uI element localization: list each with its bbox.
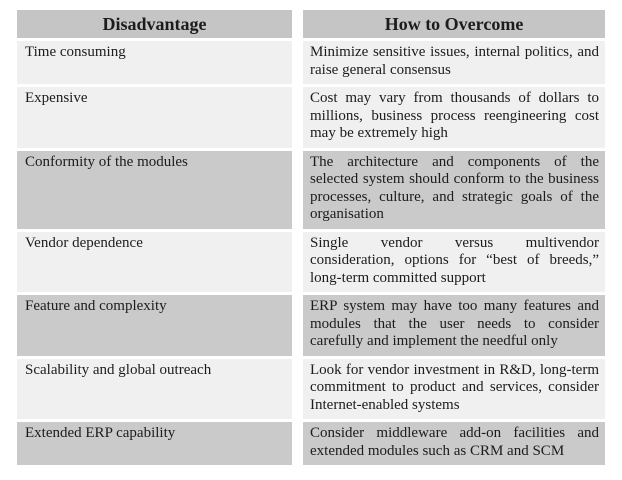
overcome-cell: ERP system may have too many features and modules that the user needs to consider carefully and implement the needful only bbox=[303, 295, 605, 356]
disadvantage-cell: Conformity of the modules bbox=[17, 151, 292, 229]
disadvantage-cell: Extended ERP capability bbox=[17, 422, 292, 465]
overcome-cell: Cost may vary from thousands of dollars to millions, business process reengineering cost may be extremely high bbox=[303, 87, 605, 148]
disadvantage-cell: Expensive bbox=[17, 87, 292, 148]
overcome-cell: Look for vendor investment in R&D, long-term commitment to product and services, consider Internet-enabled systems bbox=[303, 359, 605, 420]
erp-disadvantages-table bbox=[17, 10, 605, 465]
overcome-cell: Consider middleware add-on facilities and extended modules such as CRM and SCM bbox=[303, 422, 605, 465]
overcome-cell: The architecture and components of the selected system should conform to the business processes, culture, and strategic goals of the organisation bbox=[303, 151, 605, 229]
column-header-how-to-overcome: How to Overcome bbox=[303, 10, 605, 38]
overcome-cell: Single vendor versus multivendor consideration, options for “best of breeds,” long-term committed support bbox=[303, 232, 605, 293]
disadvantage-cell: Vendor dependence bbox=[17, 232, 292, 293]
overcome-cell: Minimize sensitive issues, internal politics, and raise general consensus bbox=[303, 41, 605, 84]
disadvantage-cell: Feature and complexity bbox=[17, 295, 292, 356]
column-header-disadvantage: Disadvantage bbox=[17, 10, 292, 38]
disadvantage-cell: Scalability and global outreach bbox=[17, 359, 292, 420]
disadvantage-cell: Time consuming bbox=[17, 41, 292, 84]
